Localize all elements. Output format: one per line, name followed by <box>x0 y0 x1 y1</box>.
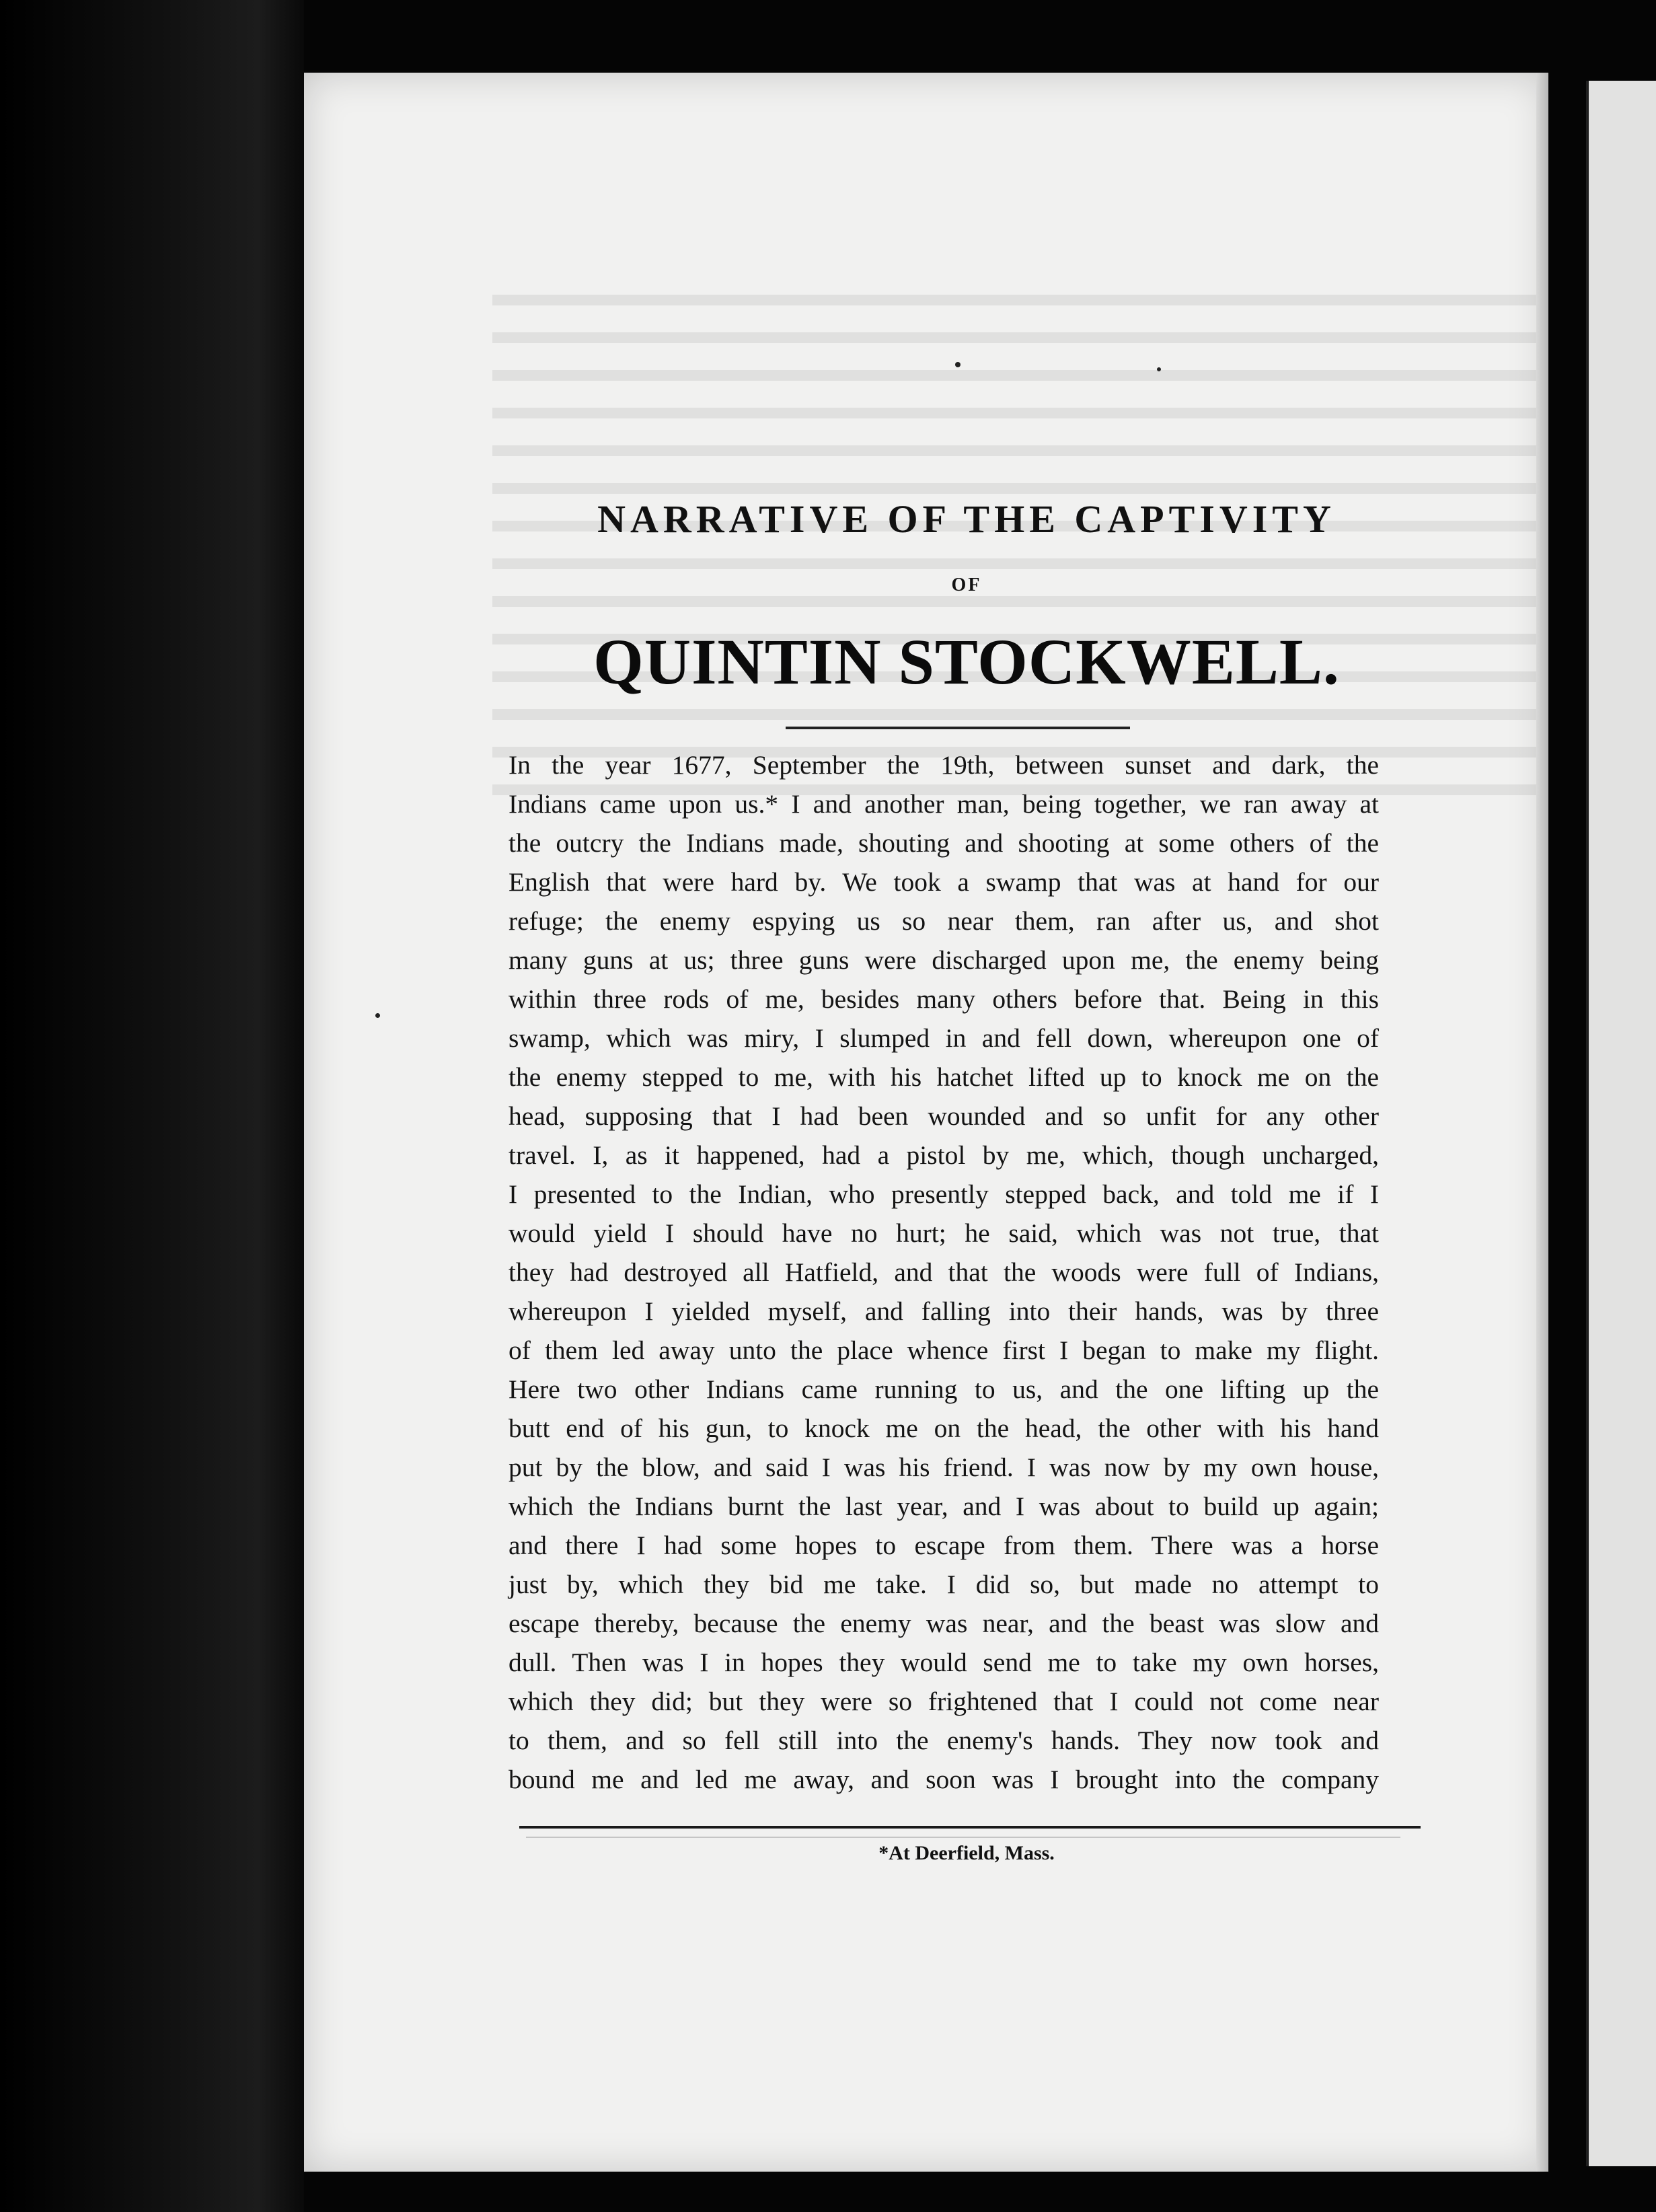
body-line: just by, which they bid me take. I did so, but made no attempt to <box>509 1570 1379 1599</box>
body-line: English that were hard by. We took a swamp that was at hand for our <box>509 867 1379 897</box>
body-line: swamp, which was miry, I slumped in and fell down, whereupon one of <box>509 1023 1379 1053</box>
body-line: the enemy stepped to me, with his hatchet lifted up to knock me on the <box>509 1062 1379 1092</box>
ink-speck <box>1157 367 1161 371</box>
body-line: travel. I, as it happened, had a pistol by me, which, though uncharged, <box>509 1140 1379 1170</box>
body-line: I presented to the Indian, who presently stepped back, and told me if I <box>509 1179 1379 1209</box>
body-line: butt end of his gun, to knock me on the head, the other with his hand <box>509 1413 1379 1443</box>
body-line: they had destroyed all Hatfield, and that the woods were full of Indians, <box>509 1257 1379 1287</box>
body-line: Here two other Indians came running to us, and the one lifting up the <box>509 1374 1379 1404</box>
body-line: which the Indians burnt the last year, and I was about to build up again; <box>509 1491 1379 1521</box>
body-line: Indians came upon us.* I and another man, being together, we ran away at <box>509 789 1379 819</box>
title-name: QUINTIN STOCKWELL. <box>593 626 1340 698</box>
body-line: the outcry the Indians made, shouting and shooting at some others of the <box>509 828 1379 858</box>
title-line-1: NARRATIVE OF THE CAPTIVITY <box>597 497 1336 541</box>
title-of: OF <box>951 575 982 595</box>
body-line: whereupon I yielded myself, and falling into their hands, was by three <box>509 1296 1379 1326</box>
title-rule <box>786 727 1130 729</box>
ink-speck <box>955 362 961 367</box>
adjacent-page-edge <box>1586 81 1656 2166</box>
body-line: of them led away unto the place whence first I began to make my flight. <box>509 1335 1379 1365</box>
scan-left-margin <box>0 0 304 2212</box>
body-line: would yield I should have no hurt; he said, which was not true, that <box>509 1218 1379 1248</box>
body-text <box>509 745 1379 1799</box>
body-line: which they did; but they were so frightened that I could not come near <box>509 1687 1379 1716</box>
footnote-rule <box>519 1826 1421 1829</box>
document-page <box>304 73 1548 2172</box>
body-line: refuge; the enemy espying us so near them, ran after us, and shot <box>509 906 1379 936</box>
body-line: dull. Then was I in hopes they would send me to take my own horses, <box>509 1648 1379 1677</box>
body-line: put by the blow, and said I was his friend. I was now by my own house, <box>509 1452 1379 1482</box>
body-line: bound me and led me away, and soon was I brought into the company <box>509 1765 1379 1794</box>
show-through-text <box>492 295 1542 806</box>
body-line: escape thereby, because the enemy was near, and the beast was slow and <box>509 1609 1379 1638</box>
body-line: to them, and so fell still into the enemy's hands. They now took and <box>509 1726 1379 1755</box>
body-line: In the year 1677, September the 19th, between sunset and dark, the <box>509 750 1379 780</box>
footnote: *At Deerfield, Mass. <box>878 1842 1055 1864</box>
body-line: within three rods of me, besides many others before that. Being in this <box>509 984 1379 1014</box>
footnote-rule-faint <box>526 1837 1400 1838</box>
body-line: head, supposing that I had been wounded and so unfit for any other <box>509 1101 1379 1131</box>
body-line: and there I had some hopes to escape from them. There was a horse <box>509 1531 1379 1560</box>
ink-speck <box>375 1013 380 1018</box>
body-line: many guns at us; three guns were discharged upon me, the enemy being <box>509 945 1379 975</box>
